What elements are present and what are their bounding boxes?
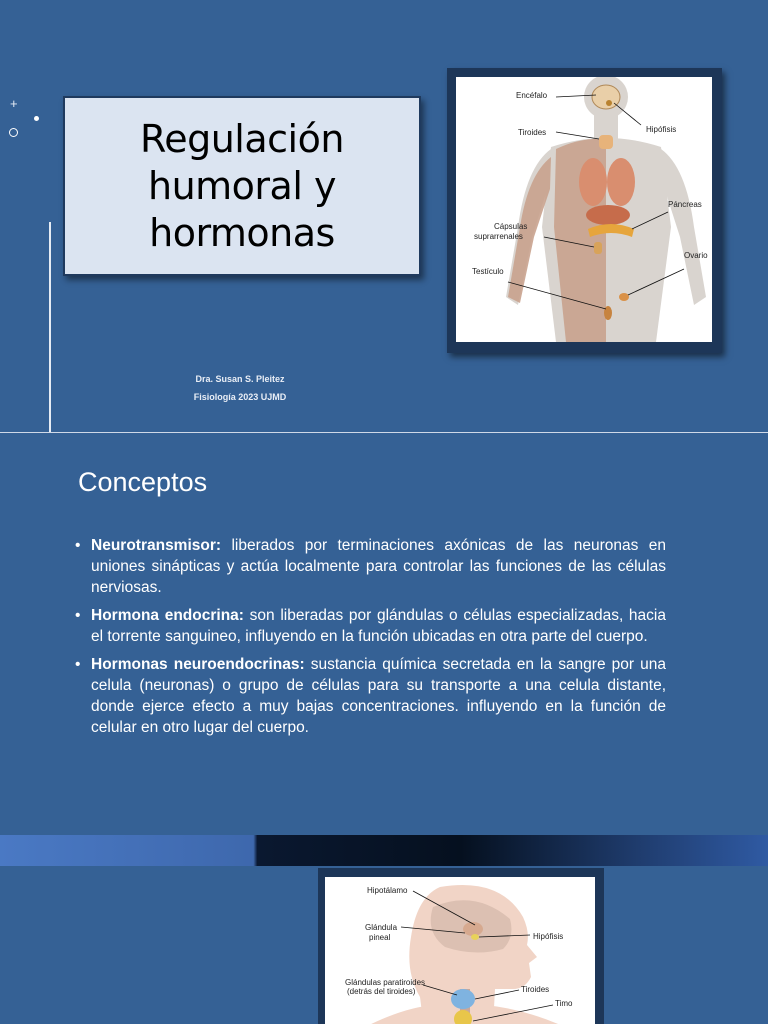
definition: son liberadas por glándulas o células especializadas, hacia el torrente sanguineo, influyendo en la función ubicadas en otra parte del cuerpo. bbox=[91, 607, 666, 645]
slide-conceptos bbox=[0, 433, 768, 835]
label-timo: Timo bbox=[555, 999, 573, 1008]
dot-decoration-icon bbox=[34, 116, 39, 121]
term: Hormona endocrina: bbox=[91, 607, 244, 624]
term: Neurotransmisor: bbox=[91, 537, 222, 554]
label-capsulas-1: Cápsulas bbox=[494, 222, 528, 231]
label-testiculo: Testículo bbox=[472, 267, 504, 276]
title-line-1: Regulación bbox=[140, 116, 344, 161]
label-pancreas: Páncreas bbox=[668, 200, 702, 209]
label-hipofisis: Hipófisis bbox=[646, 125, 677, 134]
label-glandula-2: pineal bbox=[369, 933, 391, 942]
slide-heading: Conceptos bbox=[78, 467, 208, 497]
endocrine-figure-frame bbox=[447, 68, 722, 353]
title-box bbox=[63, 96, 421, 276]
head-figure-frame bbox=[318, 868, 604, 1024]
list-item bbox=[74, 654, 666, 738]
author-block bbox=[150, 370, 330, 406]
label-hipotalamo: Hipotálamo bbox=[367, 886, 408, 895]
label-tiroides-2: Tiroides bbox=[521, 985, 550, 994]
label-capsulas-2: suprarrenales bbox=[474, 232, 523, 241]
body-silhouette-icon bbox=[456, 77, 712, 342]
label-encefalo: Encéfalo bbox=[516, 91, 548, 100]
label-paratiroides-1: Glándulas paratiroides bbox=[345, 978, 426, 987]
list-item bbox=[74, 605, 666, 647]
label-tiroides: Tiroides bbox=[518, 128, 547, 137]
ring-decoration-icon bbox=[9, 128, 18, 137]
course-name: Fisiología 2023 UJMD bbox=[193, 392, 287, 402]
concept-list bbox=[74, 535, 666, 745]
definition: liberados por terminaciones axónicas de las neuronas en uniones sinápticas y actúa localmente para controlar las funciones de las células nerviosas. bbox=[91, 537, 666, 596]
slide-title-text bbox=[140, 116, 344, 257]
term: Hormonas neuroendocrinas: bbox=[91, 656, 305, 673]
author-name: Dra. Susan S. Pleitez bbox=[195, 374, 285, 384]
label-hipofisis-2: Hipófisis bbox=[533, 932, 564, 941]
list-item bbox=[74, 535, 666, 598]
slide-head-glands bbox=[0, 866, 768, 1024]
endocrine-body-illustration bbox=[456, 77, 712, 342]
label-glandula-1: Glándula bbox=[365, 923, 398, 932]
title-line-3: hormonas bbox=[149, 210, 335, 255]
definition: sustancia química secretada en la sangre por una celula (neuronas) o grupo de células para su transporte a una celula distante, donde ejerce efecto a muy bajas concentraciones. influyendo en la función de celular en otro lugar del cuerpo. bbox=[91, 656, 666, 736]
label-paratiroides-2: (detrás del tiroides) bbox=[347, 987, 416, 996]
label-ovario: Ovario bbox=[684, 251, 708, 260]
vertical-accent-line bbox=[49, 222, 51, 432]
head-glands-illustration bbox=[325, 877, 595, 1024]
decorative-band bbox=[0, 835, 768, 866]
title-line-2: humoral y bbox=[148, 163, 336, 208]
slide-title bbox=[0, 0, 768, 432]
plus-decoration-icon: + bbox=[10, 96, 18, 111]
